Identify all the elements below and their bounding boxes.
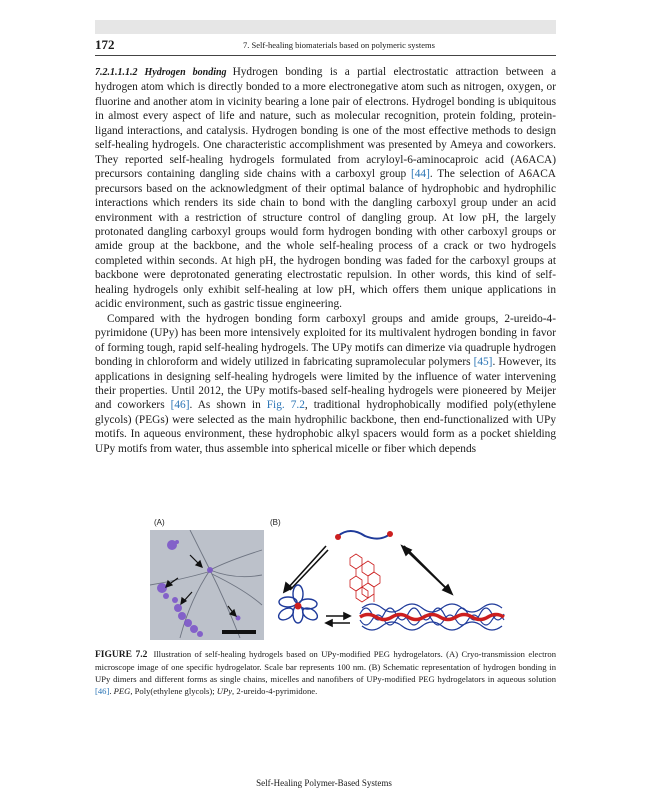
section-heading: 7.2.1.1.1.2 Hydrogen bonding [95,67,227,78]
figure-7-2 [150,518,510,643]
caption-citation-46[interactable]: [46] [95,686,110,696]
paragraph-hydrogen-bonding: 7.2.1.1.1.2 Hydrogen bonding Hydrogen bonding is a partial electrostatic attraction between a hydrogen atom which is directly bonded to a more electronegative atom such as nitrogen, oxygen, or fluorine and another atom in vicinity bearing a lone pair of electrons. Hydrogel bonding is ubiquitous in almost every aspect of life and nature, such as molecular recognition, protein folding, protein-ligand interactions, and catalysis. Hydrogen bonding is one of the most effective methods to design self-healing hydrogels. One characteristic accomplishment was presented by Ameya and coworkers. They reported self-healing hydrogels formulated from acryloyl-6-aminocaproic acid (A6ACA) precursors containing dangling side chains with a carboxyl group [44]. The selection of A6ACA precursors based on the acknowledgment of their optimal balance of hydrophobic and hydrophilic interactions which renders its side chain to bond with the dangling carboxyl group under an acid environment with a restriction of structure control of dangling group. At low pH, the largely protonated dangling carboxyl groups would form hydrogen bonding with other carboxyl groups or amide group at the backbone, and the whole self-healing process of a crack or two hydrogels completed within seconds. At high pH, the hydrogen bonding was faded for the carboxyl groups at backbone were deprotonated generating electrostatic repulsion. In other words, this kind of self-healing hydrogels only exhibit self-healing at low pH, which offers them unique applications in acidic environment, such as gastric tissue engineering. [95,66,556,311]
citation-46[interactable]: [46] [170,399,190,412]
figure-label: FIGURE 7.2 [95,650,148,660]
figure-link-7-2[interactable]: Fig. 7.2 [266,399,305,412]
page-footer: Self-Healing Polymer-Based Systems [256,778,392,788]
page-number: 172 [95,37,115,52]
citation-44[interactable]: [44] [410,168,430,181]
nanofiber [360,604,504,630]
citation-45[interactable]: [45] [473,356,493,369]
cryo-tem-image [150,530,264,640]
figure-caption: FIGURE 7.2 Illustration of self-healing hydrogels based on UPy-modified PEG hydrogelators. (A) Cryo-transmission electron microscope image of one specific hydrogelator. Scale bar represents 100 nm. (B) Schematic representation of hydrogen bonding in UPy dimers and different forms as single chains, micelles and nanofibers of UPy-modified PEG hydrogelators in aqueous solution [46]. PEG, Poly(ethylene glycols); UPy, 2-ureido-4-pyrimidone. [95,649,556,696]
upy-dimer-structure [350,554,380,602]
running-title: 7. Self-healing biomaterials based on polymeric systems [243,40,435,50]
body-text [95,65,556,456]
panel-b-label: (B) [270,518,281,527]
page-header [95,37,556,56]
panel-a-label: (A) [154,518,165,527]
cryo-tem-micrograph [150,530,264,640]
paragraph-upy: Compared with the hydrogen bonding form carboxyl groups and amide groups, 2-ureido-4-pyrimidone (UPy) has been more intensively exploited for its multivalent hydrogen bonding in favor of forming tough, rapid self-healing hydrogels. The UPy motifs can dimerize via quadruple hydrogen bonding in chloroform and widely utilized in fabricating supramolecular polymers [45]. However, its applications in designing self-healing hydrogels were limited by the influence of water intervening their properties. Until 2012, the UPy motifs-based self-healing hydrogels were pioneered by Meijer and coworkers [46]. As shown in Fig. 7.2, traditional hydrophobically modified poly(ethylene glycols) (PEGs) were selected as the main hydrophilic backbone, then end-functionalized with UPy motifs. In aqueous environment, these hydrophobic alkyl spacers would form as a pocket shielding UPy motifs from water, thus assemble into spherical micelle or fiber which depends [95,312,557,455]
hydrogelator-schematic [270,528,510,643]
top-gray-bar [95,20,556,34]
